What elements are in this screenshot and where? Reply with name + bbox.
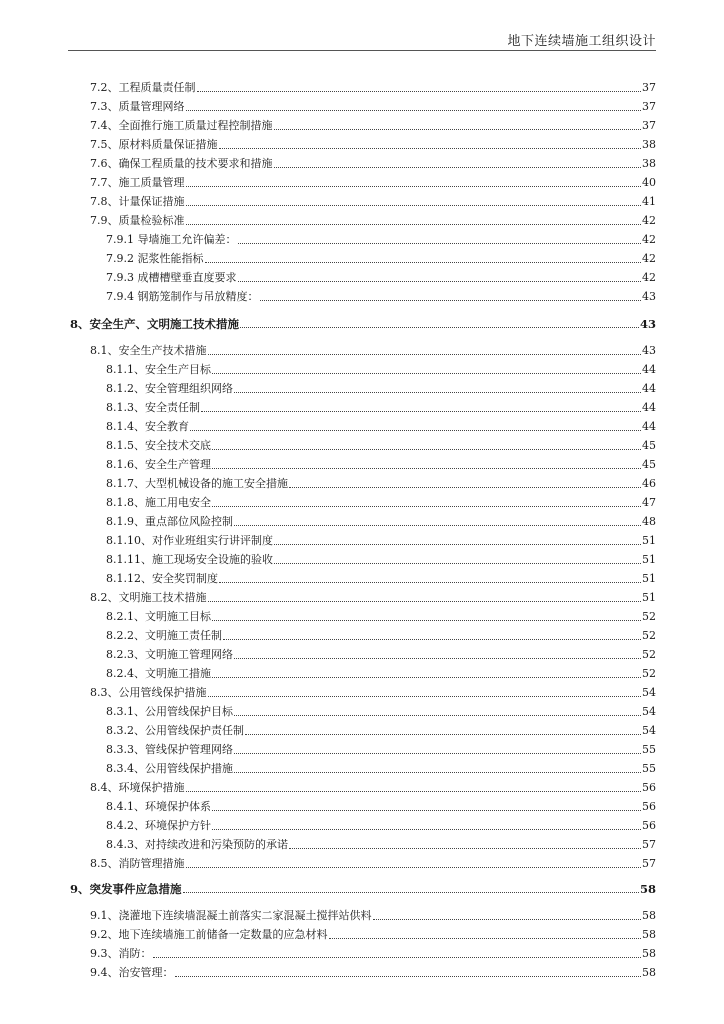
- toc-entry[interactable]: 8、安全生产、文明施工技术措施 43: [70, 317, 656, 331]
- toc-entry[interactable]: 8.1.8、施工用电安全 47: [106, 496, 656, 509]
- toc-entry[interactable]: 8.3、公用管线保护措施 54: [90, 686, 656, 699]
- toc-entry[interactable]: 8.2.3、文明施工管理网络 52: [106, 648, 656, 661]
- toc-entry[interactable]: 8.4.1、环境保护体系 56: [106, 800, 656, 813]
- toc-entry[interactable]: 7.5、原材料质量保证措施 38: [90, 138, 656, 151]
- toc-entry[interactable]: 8.1.4、安全教育 44: [106, 420, 656, 433]
- toc-entry[interactable]: 7.9.1 导墙施工允许偏差： 42: [106, 233, 656, 246]
- toc-entry[interactable]: 8.1.5、安全技术交底 45: [106, 439, 656, 452]
- toc-entry[interactable]: 8.1.10、对作业班组实行讲评制度 51: [106, 534, 656, 547]
- page-header: [68, 28, 656, 51]
- toc-entry[interactable]: 8.2.4、文明施工措施 52: [106, 667, 656, 680]
- toc-entry[interactable]: 8.1.2、安全管理组织网络 44: [106, 382, 656, 395]
- toc-entry[interactable]: 8.1.7、大型机械设备的施工安全措施 46: [106, 477, 656, 490]
- toc-entry[interactable]: 8.3.4、公用管线保护措施 55: [106, 762, 656, 775]
- toc-entry[interactable]: 8.4.3、对持续改进和污染预防的承诺 57: [106, 838, 656, 851]
- toc-entry[interactable]: 8.1、安全生产技术措施 43: [90, 344, 656, 357]
- toc-entry[interactable]: 8.2.2、文明施工责任制 52: [106, 629, 656, 642]
- toc-entry[interactable]: 7.9.4 钢筋笼制作与吊放精度： 43: [106, 290, 656, 303]
- toc-entry[interactable]: 8.1.12、安全奖罚制度 51: [106, 572, 656, 585]
- toc-entry[interactable]: 7.3、质量管理网络 37: [90, 100, 656, 113]
- toc-entry[interactable]: 7.4、全面推行施工质量过程控制措施 37: [90, 119, 656, 132]
- toc-entry[interactable]: 9.1、浇灌地下连续墙混凝土前落实二家混凝土搅拌站供料 58: [90, 909, 656, 922]
- toc-entry[interactable]: 8.2、文明施工技术措施 51: [90, 591, 656, 604]
- toc-entry[interactable]: 7.9.3 成槽槽壁垂直度要求 42: [106, 271, 656, 284]
- toc-entry[interactable]: 8.5、消防管理措施 57: [90, 857, 656, 870]
- toc-entry[interactable]: 8.3.2、公用管线保护责任制 54: [106, 724, 656, 737]
- toc-entry[interactable]: 8.3.1、公用管线保护目标 54: [106, 705, 656, 718]
- toc-entry[interactable]: 8.1.11、施工现场安全设施的验收 51: [106, 553, 656, 566]
- toc-entry[interactable]: 8.4、环境保护措施 56: [90, 781, 656, 794]
- toc-entry[interactable]: 8.1.6、安全生产管理 45: [106, 458, 656, 471]
- toc-entry[interactable]: 9.3、消防： 58: [90, 947, 656, 960]
- toc-entry[interactable]: 8.2.1、文明施工目标 52: [106, 610, 656, 623]
- toc-entry[interactable]: 8.1.9、重点部位风险控制 48: [106, 515, 656, 528]
- toc-entry[interactable]: 7.9.2 泥浆性能指标 42: [106, 252, 656, 265]
- toc-entry[interactable]: 7.7、施工质量管理 40: [90, 176, 656, 189]
- toc-entry[interactable]: 9.2、地下连续墙施工前储备一定数量的应急材料 58: [90, 928, 656, 941]
- toc-entry[interactable]: 7.9、质量检验标准 42: [90, 214, 656, 227]
- toc-entry[interactable]: 8.4.2、环境保护方针 56: [106, 819, 656, 832]
- toc-entry[interactable]: 8.1.3、安全责任制 44: [106, 401, 656, 414]
- toc-entry[interactable]: 8.1.1、安全生产目标 44: [106, 363, 656, 376]
- document-title: 地下连续墙施工组织设计: [507, 34, 656, 49]
- toc-entry[interactable]: 9.4、治安管理： 58: [90, 966, 656, 979]
- toc-entry[interactable]: 9、突发事件应急措施 58: [70, 882, 656, 896]
- toc-entry[interactable]: 7.6、确保工程质量的技术要求和措施 38: [90, 157, 656, 170]
- toc-entry[interactable]: 8.3.3、管线保护管理网络 55: [106, 743, 656, 756]
- toc-entry[interactable]: 7.8、计量保证措施 41: [90, 195, 656, 208]
- toc-entry[interactable]: 7.2、工程质量责任制 37: [90, 81, 656, 94]
